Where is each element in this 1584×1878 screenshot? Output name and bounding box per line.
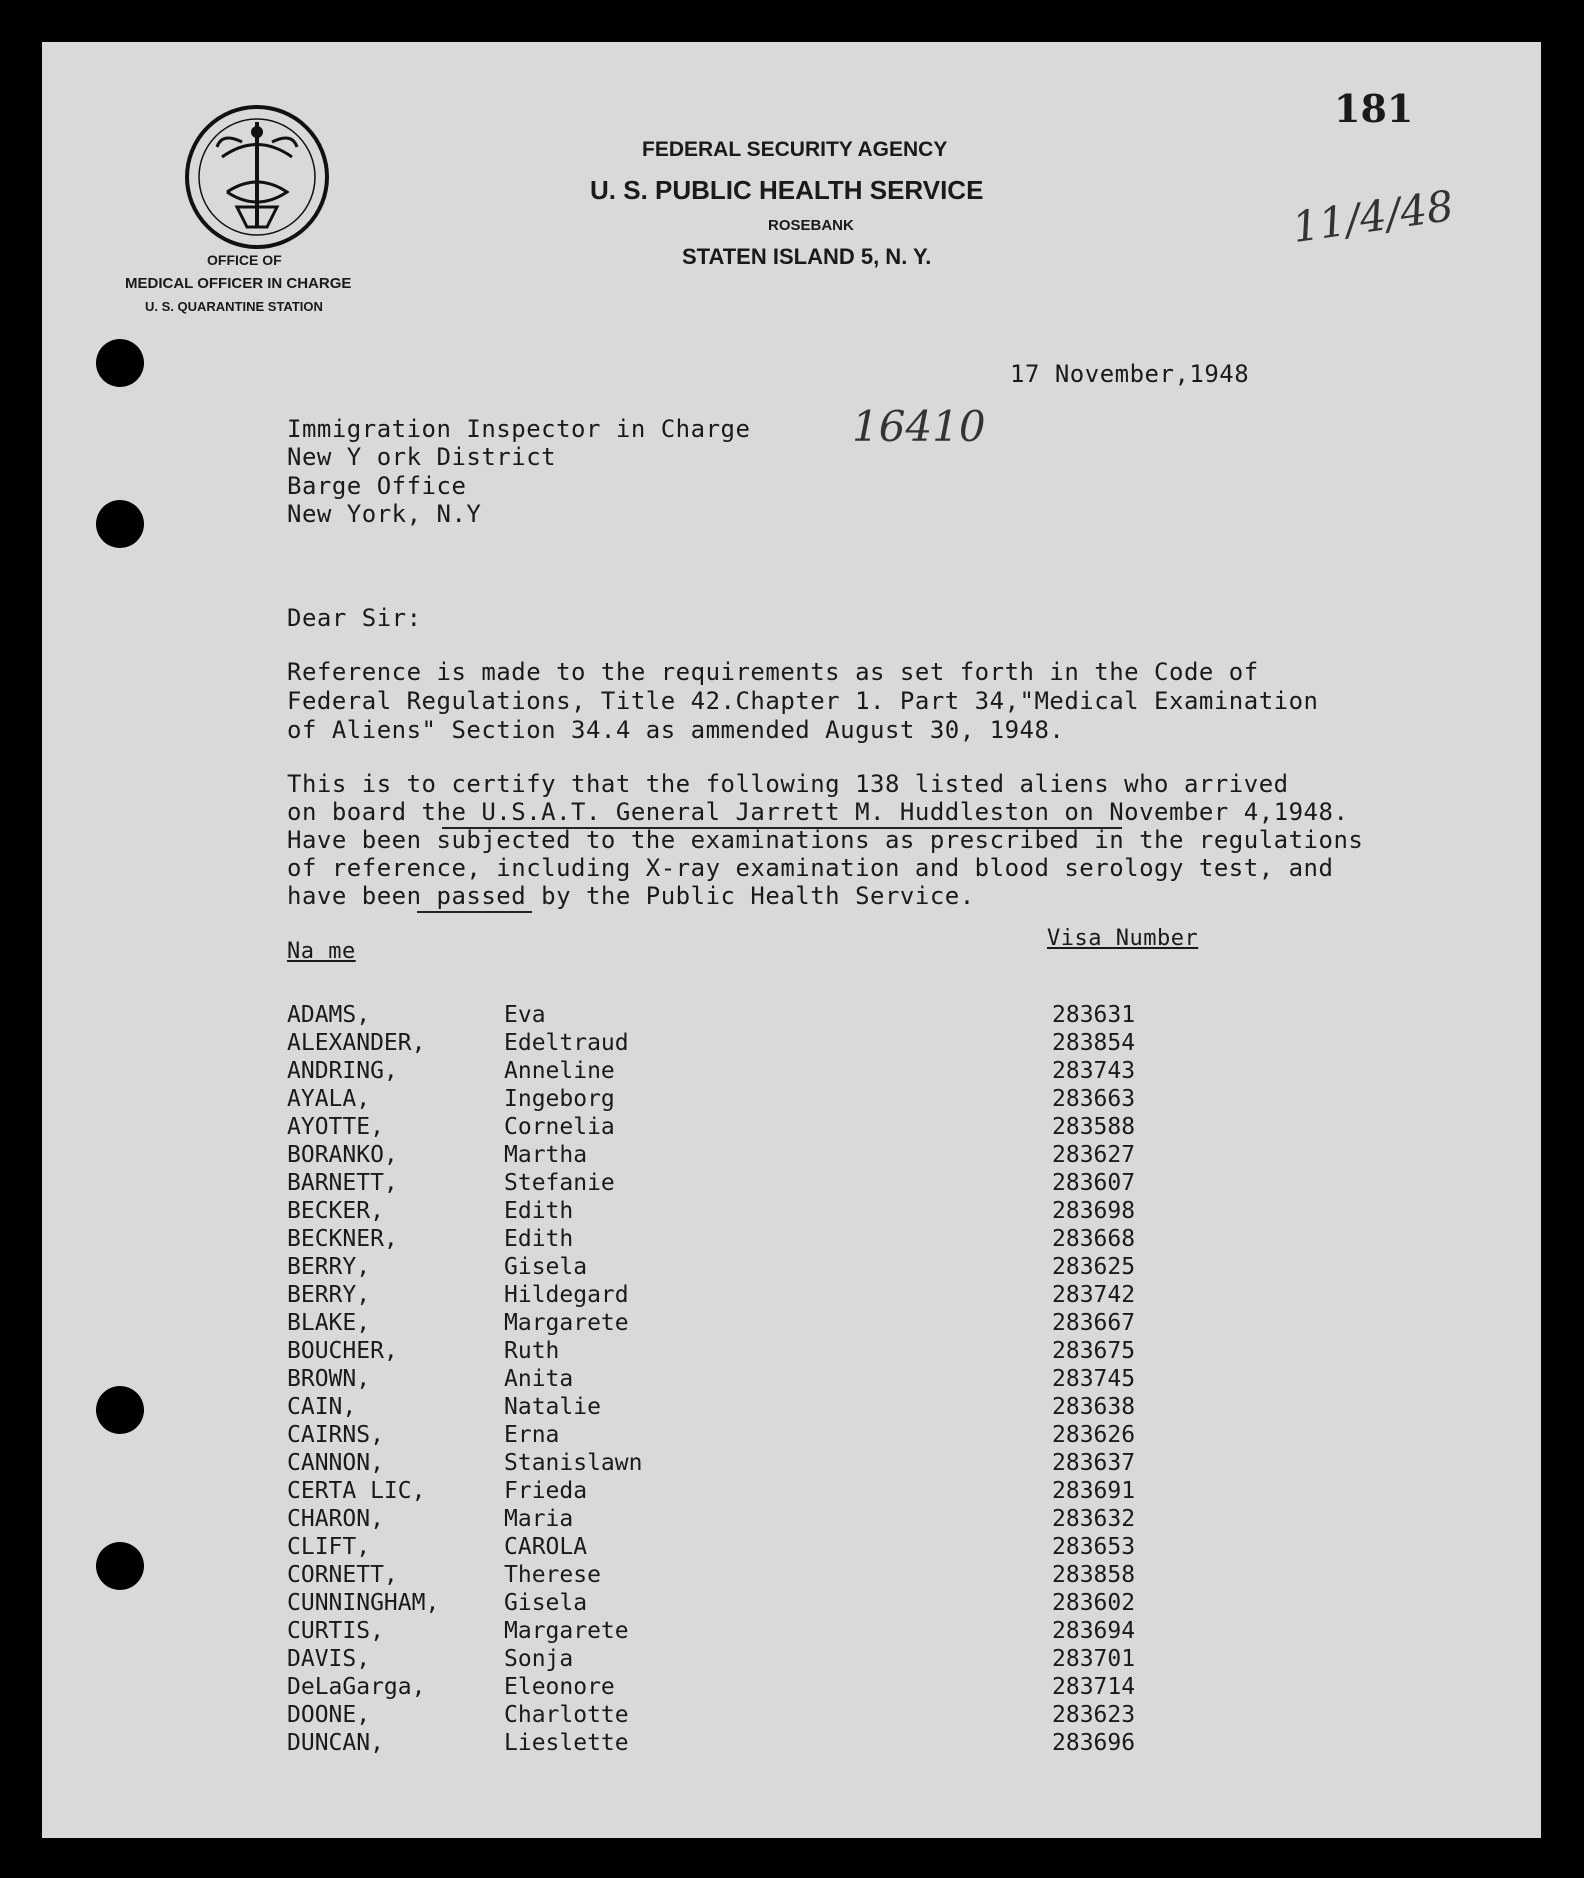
given-name-cell: Eleonore xyxy=(504,1674,615,1700)
visa-number-cell: 283627 xyxy=(1052,1142,1136,1168)
city-line: STATEN ISLAND 5, N. Y. xyxy=(682,244,932,269)
visa-number-cell: 283602 xyxy=(1052,1590,1136,1616)
office-line-2: MEDICAL OFFICER IN CHARGE xyxy=(125,275,352,292)
visa-number-cell: 283663 xyxy=(1052,1086,1136,1112)
surname-cell: AYALA, xyxy=(287,1086,371,1112)
surname-cell: BERRY, xyxy=(287,1282,371,1308)
office-line-1: OFFICE OF xyxy=(207,252,282,268)
passed-underline xyxy=(417,911,532,913)
visa-number-cell: 283701 xyxy=(1052,1646,1136,1672)
service-name: U. S. PUBLIC HEALTH SERVICE xyxy=(590,175,984,205)
given-name-cell: CAROLA xyxy=(504,1534,588,1560)
visa-number-cell: 283632 xyxy=(1052,1506,1136,1532)
surname-cell: BERRY, xyxy=(287,1254,371,1280)
visa-number-cell: 283745 xyxy=(1052,1366,1136,1392)
column-header-visa: Visa Number xyxy=(1047,926,1199,951)
paragraph-line: Reference is made to the requirements as set forth in the Code of xyxy=(287,658,1259,686)
given-name-cell: Gisela xyxy=(504,1254,588,1280)
column-header-name: Na me xyxy=(287,939,356,964)
given-name-cell: Hildegard xyxy=(504,1282,629,1308)
agency-name: FEDERAL SECURITY AGENCY xyxy=(642,138,948,161)
surname-cell: BLAKE, xyxy=(287,1310,371,1336)
visa-number-cell: 283625 xyxy=(1052,1254,1136,1280)
given-name-cell: Edeltraud xyxy=(504,1030,629,1056)
punch-hole xyxy=(96,1542,144,1590)
surname-cell: CORNETT, xyxy=(287,1562,398,1588)
given-name-cell: Maria xyxy=(504,1506,574,1532)
visa-number-cell: 283854 xyxy=(1052,1030,1136,1056)
paragraph-line: Have been subjected to the examinations as prescribed in the regulations xyxy=(287,826,1364,854)
surname-cell: CAIRNS, xyxy=(287,1422,384,1448)
ship-name-underline xyxy=(442,827,1122,829)
given-name-cell: Charlotte xyxy=(504,1702,629,1728)
given-name-cell: Frieda xyxy=(504,1478,588,1504)
surname-cell: BROWN, xyxy=(287,1366,371,1392)
paragraph-line: have been passed by the Public Health Service. xyxy=(287,882,975,910)
given-name-cell: Martha xyxy=(504,1142,588,1168)
location-name: ROSEBANK xyxy=(768,217,854,234)
punch-hole xyxy=(96,339,144,387)
given-name-cell: Edith xyxy=(504,1226,574,1252)
visa-number-cell: 283675 xyxy=(1052,1338,1136,1364)
surname-cell: BECKNER, xyxy=(287,1226,398,1252)
given-name-cell: Lieslette xyxy=(504,1730,629,1756)
given-name-cell: Stanislawn xyxy=(504,1450,643,1476)
surname-cell: ANDRING, xyxy=(287,1058,398,1084)
surname-cell: ALEXANDER, xyxy=(287,1030,426,1056)
paragraph-line: on board the U.S.A.T. General Jarrett M. Huddleston on November 4,1948. xyxy=(287,798,1349,826)
given-name-cell: Ingeborg xyxy=(504,1086,615,1112)
surname-cell: BORANKO, xyxy=(287,1142,398,1168)
visa-number-cell: 283714 xyxy=(1052,1674,1136,1700)
visa-number-cell: 283607 xyxy=(1052,1170,1136,1196)
salutation: Dear Sir: xyxy=(287,604,422,632)
office-line-3: U. S. QUARANTINE STATION xyxy=(145,299,323,314)
visa-number-cell: 283698 xyxy=(1052,1198,1136,1224)
given-name-cell: Margarete xyxy=(504,1618,629,1644)
surname-cell: DeLaGarga, xyxy=(287,1674,426,1700)
given-name-cell: Eva xyxy=(504,1002,546,1028)
given-name-cell: Anneline xyxy=(504,1058,615,1084)
given-name-cell: Erna xyxy=(504,1422,560,1448)
visa-number-cell: 283623 xyxy=(1052,1702,1136,1728)
visa-number-cell: 283858 xyxy=(1052,1562,1136,1588)
given-name-cell: Anita xyxy=(504,1366,574,1392)
visa-number-cell: 283743 xyxy=(1052,1058,1136,1084)
recipient-line: New Y ork District xyxy=(287,443,557,471)
paragraph-line: of reference, including X-ray examination and blood serology test, and xyxy=(287,854,1334,882)
public-health-service-seal-icon xyxy=(182,102,332,252)
given-name-cell: Natalie xyxy=(504,1394,601,1420)
paragraph-line: This is to certify that the following 138 listed aliens who arrived xyxy=(287,770,1289,798)
given-name-cell: Margarete xyxy=(504,1310,629,1336)
visa-number-cell: 283668 xyxy=(1052,1226,1136,1252)
surname-cell: CLIFT, xyxy=(287,1534,371,1560)
visa-number-cell: 283631 xyxy=(1052,1002,1136,1028)
recipient-line: New York, N.Y xyxy=(287,500,482,528)
surname-cell: CANNON, xyxy=(287,1450,384,1476)
given-name-cell: Therese xyxy=(504,1562,601,1588)
visa-number-cell: 283694 xyxy=(1052,1618,1136,1644)
page-number: 181 xyxy=(1334,86,1414,131)
document-page xyxy=(42,42,1541,1838)
surname-cell: BARNETT, xyxy=(287,1170,398,1196)
letter-date: 17 November,1948 xyxy=(1010,360,1250,388)
given-name-cell: Ruth xyxy=(504,1338,560,1364)
visa-number-cell: 283626 xyxy=(1052,1422,1136,1448)
surname-cell: AYOTTE, xyxy=(287,1114,384,1140)
given-name-cell: Sonja xyxy=(504,1646,574,1672)
handwritten-file-number: 16410 xyxy=(852,402,986,451)
surname-cell: DOONE, xyxy=(287,1702,371,1728)
visa-number-cell: 283742 xyxy=(1052,1282,1136,1308)
paragraph-line: Federal Regulations, Title 42.Chapter 1. Part 34,"Medical Examination xyxy=(287,687,1319,715)
visa-number-cell: 283637 xyxy=(1052,1450,1136,1476)
punch-hole xyxy=(96,1386,144,1434)
visa-number-cell: 283638 xyxy=(1052,1394,1136,1420)
surname-cell: CURTIS, xyxy=(287,1618,384,1644)
given-name-cell: Cornelia xyxy=(504,1114,615,1140)
paragraph-line: of Aliens" Section 34.4 as ammended August 30, 1948. xyxy=(287,716,1065,744)
recipient-line: Immigration Inspector in Charge xyxy=(287,415,751,443)
visa-number-cell: 283667 xyxy=(1052,1310,1136,1336)
punch-hole xyxy=(96,500,144,548)
surname-cell: CAIN, xyxy=(287,1394,357,1420)
given-name-cell: Gisela xyxy=(504,1590,588,1616)
visa-number-cell: 283588 xyxy=(1052,1114,1136,1140)
surname-cell: BOUCHER, xyxy=(287,1338,398,1364)
surname-cell: BECKER, xyxy=(287,1198,384,1224)
surname-cell: DUNCAN, xyxy=(287,1730,384,1756)
given-name-cell: Stefanie xyxy=(504,1170,615,1196)
given-name-cell: Edith xyxy=(504,1198,574,1224)
surname-cell: CERTA LIC, xyxy=(287,1478,426,1504)
handwritten-date-note: 11/4/48 xyxy=(1289,180,1457,253)
surname-cell: CHARON, xyxy=(287,1506,384,1532)
visa-number-cell: 283653 xyxy=(1052,1534,1136,1560)
visa-number-cell: 283696 xyxy=(1052,1730,1136,1756)
surname-cell: ADAMS, xyxy=(287,1002,371,1028)
visa-number-cell: 283691 xyxy=(1052,1478,1136,1504)
recipient-line: Barge Office xyxy=(287,472,467,500)
surname-cell: CUNNINGHAM, xyxy=(287,1590,440,1616)
surname-cell: DAVIS, xyxy=(287,1646,371,1672)
